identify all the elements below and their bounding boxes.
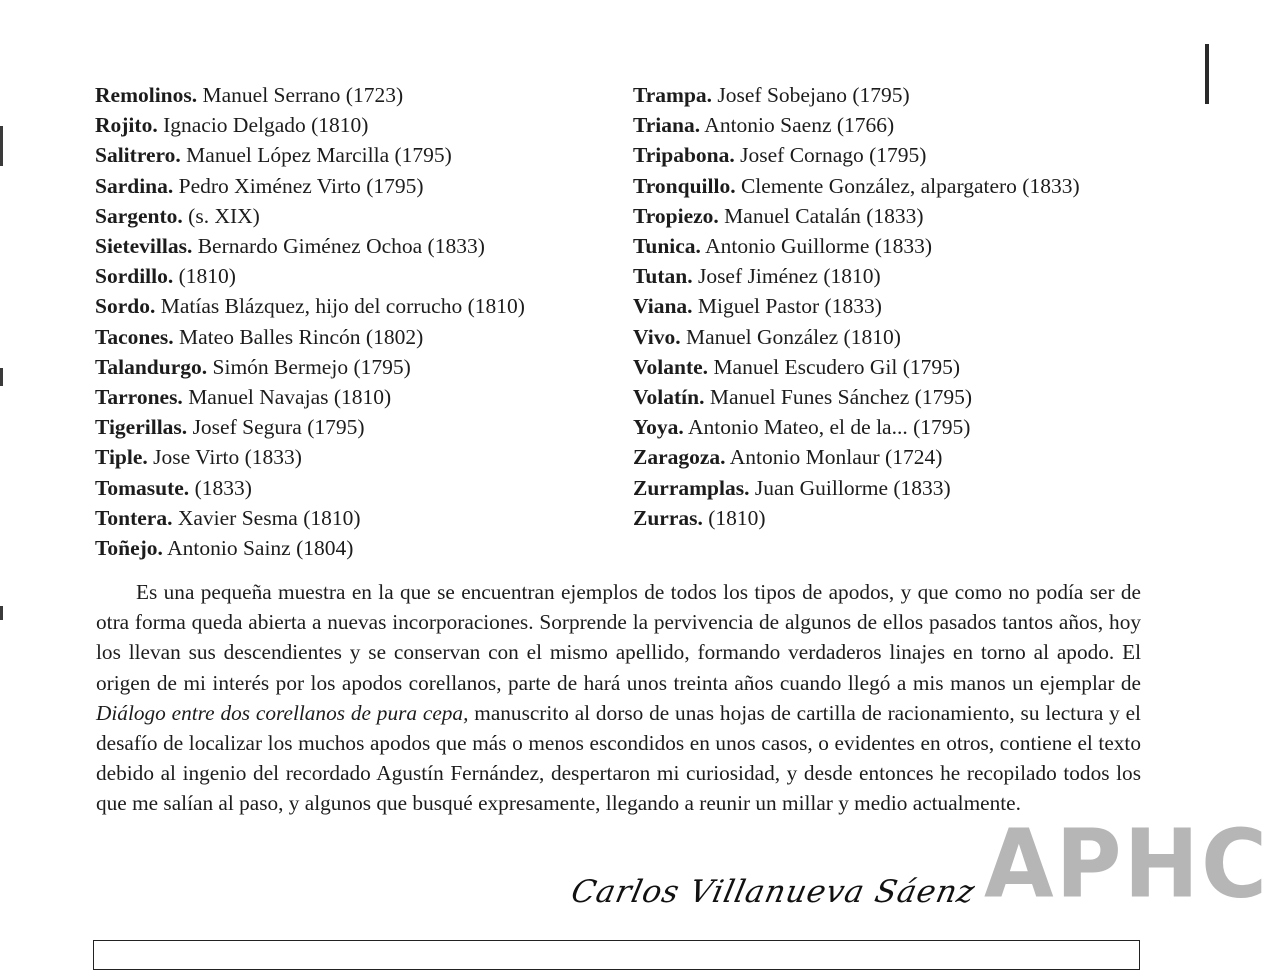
nickname-entry [95, 412, 615, 442]
nickname-entry [95, 322, 615, 352]
bottom-frame-box [93, 940, 1140, 970]
nickname: Sietevillas. [95, 234, 193, 259]
nickname-owner: (1810) [178, 264, 236, 289]
nickname-entry [633, 442, 1133, 472]
nickname-list-right [633, 80, 1133, 533]
author-signature: Carlos Villanueva Sáenz [568, 874, 979, 910]
scan-edge-mark [0, 126, 3, 166]
nickname-entry [633, 473, 1133, 503]
nickname: Volante. [633, 354, 709, 379]
nickname-owner: Jose Virto (1833) [153, 445, 302, 470]
watermark-logo: APHC [984, 809, 1269, 920]
nickname-owner: Manuel Funes Sánchez (1795) [709, 385, 972, 410]
nickname: Zaragoza. [633, 445, 726, 470]
nickname: Tontera. [95, 505, 173, 530]
nickname: Tronquillo. [633, 173, 736, 198]
body-paragraph [96, 577, 1141, 819]
nickname-owner: (1810) [708, 505, 766, 530]
nickname: Tiple. [95, 445, 148, 470]
nickname-entry [95, 291, 615, 321]
nickname: Tunica. [633, 234, 701, 259]
nickname-entry [95, 80, 615, 110]
nickname-entry [95, 171, 615, 201]
nickname-owner: Antonio Mateo, el de la... (1795) [687, 415, 971, 440]
nickname-entry [95, 442, 615, 472]
nickname: Zurras. [633, 505, 703, 530]
nickname-entry [95, 503, 615, 533]
nickname: Viana. [633, 294, 693, 319]
scan-edge-mark [1205, 44, 1209, 104]
nickname: Toñejo. [95, 536, 163, 561]
nickname: Remolinos. [95, 83, 198, 107]
nickname-owner: Antonio Guillorme (1833) [705, 234, 933, 259]
nickname-owner: Manuel López Marcilla (1795) [186, 143, 452, 168]
nickname-entry [95, 352, 615, 382]
nickname: Tomasute. [95, 475, 190, 500]
nickname-entry [633, 231, 1133, 261]
nickname: Triana. [633, 113, 701, 138]
nickname-owner: Xavier Sesma (1810) [177, 505, 361, 530]
nickname-owner: Clemente González, alpargatero (1833) [740, 173, 1080, 198]
nickname-owner: Antonio Saenz (1766) [704, 113, 895, 138]
nickname: Sardina. [95, 173, 174, 198]
nickname-entry [633, 382, 1133, 412]
nickname: Rojito. [95, 113, 158, 138]
nickname: Volatín. [633, 385, 705, 410]
nickname: Tutan. [633, 264, 693, 289]
nickname-entry [633, 140, 1133, 170]
nickname-entry [95, 382, 615, 412]
book-title: Diálogo entre dos corellanos de pura cepa, [96, 700, 469, 725]
nickname-owner: Antonio Monlaur (1724) [729, 445, 943, 470]
nickname-owner: Simón Bermejo (1795) [212, 354, 411, 379]
nickname-owner: Manuel González (1810) [685, 324, 901, 349]
nickname: Talandurgo. [95, 354, 208, 379]
nickname: Tripabona. [633, 143, 735, 168]
nickname-entry [95, 473, 615, 503]
nickname-entry [95, 231, 615, 261]
nickname-entry [633, 503, 1133, 533]
nickname-owner: (1833) [194, 475, 252, 500]
nickname: Trampa. [633, 83, 713, 107]
nickname: Tigerillas. [95, 415, 188, 440]
nickname: Salitrero. [95, 143, 181, 168]
nickname-entry [633, 110, 1133, 140]
nickname-entry [633, 352, 1133, 382]
nickname-entry [633, 80, 1133, 110]
nickname-owner: Antonio Sainz (1804) [167, 536, 354, 561]
nickname-entry [95, 261, 615, 291]
nickname-owner: (s. XIX) [188, 203, 260, 228]
nickname-owner: Josef Cornago (1795) [740, 143, 927, 168]
nickname-entry [95, 140, 615, 170]
scan-edge-mark [0, 368, 3, 386]
nickname: Yoya. [633, 415, 684, 440]
nickname-owner: Ignacio Delgado (1810) [163, 113, 369, 138]
scan-edge-mark [0, 606, 3, 620]
paragraph-text-start: Es una pequeña muestra en la que se encuentran ejemplos de todos los tipos de apodos, y que como no podía ser de otra forma queda abierta a nuevas incorporaciones. Sorprende la pervivencia de algunos de ellos pasados tantos años, hoy los llevan sus descendientes y se conservan con el mismo apellido, formando verdaderos linajes en torno al apodo. El origen de mi interés por los apodos corellanos, parte de hará unos treinta años cuando llegó a mis manos un ejemplar de [96, 580, 1141, 695]
nickname-owner: Josef Segura (1795) [192, 415, 365, 440]
nickname-entry [633, 322, 1133, 352]
nickname-owner: Miguel Pastor (1833) [697, 294, 882, 319]
nickname-owner: Pedro Ximénez Virto (1795) [178, 173, 424, 198]
nickname: Tarrones. [95, 385, 183, 410]
nickname-entry [633, 261, 1133, 291]
nickname-owner: Mateo Balles Rincón (1802) [179, 324, 424, 349]
nickname: Zurramplas. [633, 475, 750, 500]
nickname-entry [633, 201, 1133, 231]
paragraph-text-end: manuscrito al dorso de unas hojas de cartilla de racionamiento, su lectura y el desafío de localizar los muchos apodos que más o menos escondidos en unos casos, o evidentes en otros, contiene el texto debido al ingenio del recordado Agustín Fernández, despertaron mi curiosidad, y desde entonces he recopilado todos los que me salían al paso, y algunos que busqué expresamente, llegando a reunir un millar y medio actualmente. [96, 700, 1141, 816]
nickname-entry [95, 201, 615, 231]
nickname-entry [633, 291, 1133, 321]
nickname-owner: Matías Blázquez, hijo del corrucho (1810) [160, 294, 525, 319]
nickname-owner: Manuel Catalán (1833) [724, 203, 924, 228]
nickname: Sargento. [95, 203, 183, 228]
nickname: Sordillo. [95, 264, 174, 289]
nickname-owner: Manuel Navajas (1810) [188, 385, 392, 410]
nickname-entry [95, 110, 615, 140]
nickname: Tacones. [95, 324, 174, 349]
nickname: Vivo. [633, 324, 681, 349]
nickname-list-left [95, 80, 615, 563]
nickname: Tropiezo. [633, 203, 719, 228]
nickname-owner: Manuel Serrano (1723) [202, 83, 404, 107]
nickname-owner: Bernardo Giménez Ochoa (1833) [197, 234, 485, 259]
nickname-owner: Josef Jiménez (1810) [697, 264, 881, 289]
nickname-owner: Juan Guillorme (1833) [754, 475, 951, 500]
nickname-entry [95, 533, 615, 563]
nickname: Sordo. [95, 294, 156, 319]
nickname-owner: Josef Sobejano (1795) [717, 83, 910, 107]
nickname-entry [633, 171, 1133, 201]
nickname-entry [633, 412, 1133, 442]
nickname-owner: Manuel Escudero Gil (1795) [713, 354, 961, 379]
